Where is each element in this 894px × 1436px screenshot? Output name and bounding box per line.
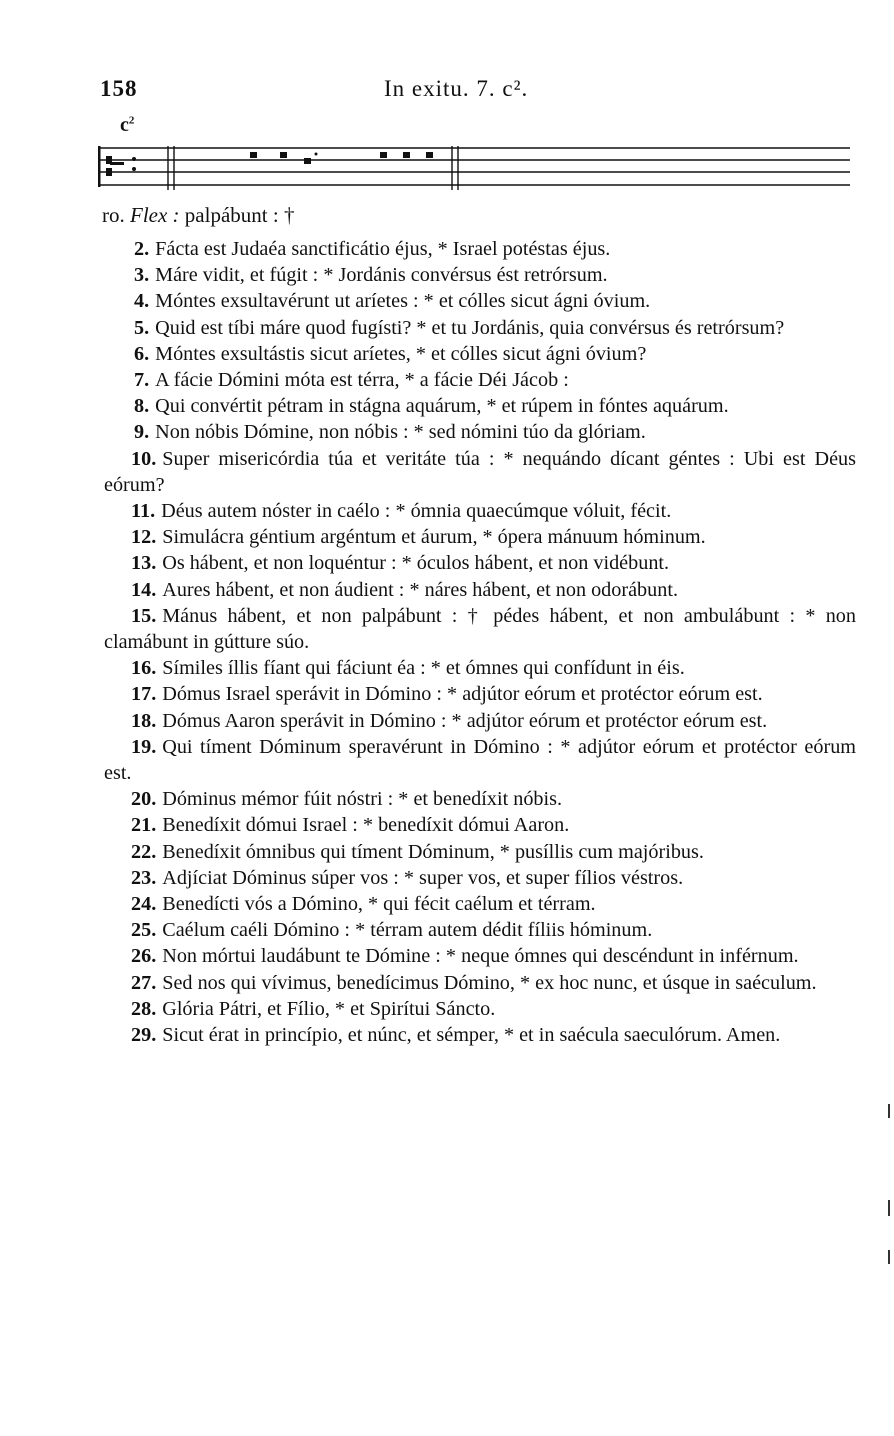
verse-number: 27.: [131, 971, 157, 994]
verse-text: Móntes exsultavérunt ut aríetes : * et cólles sicut ágni óvium.: [155, 290, 651, 313]
verse: [104, 367, 856, 393]
verse-text: Non nóbis Dómine, non nóbis : * sed nómini túo da glóriam.: [155, 421, 646, 444]
verse: [104, 891, 856, 917]
verse-text: Dómus Israel sperávit in Dómino : * adjútor eórum et protéctor eórum est.: [162, 683, 763, 706]
verse-number: 26.: [131, 945, 157, 968]
verse-text: Aures hábent, et non áudient : * náres hábent, et non odorábunt.: [162, 578, 678, 601]
verse-text: Fácta est Judaéa sanctificátio éjus, * Israel potéstas éjus.: [155, 238, 611, 260]
verse-number: 16.: [131, 657, 157, 680]
verse-number: 4.: [134, 290, 150, 313]
verse-number: 13.: [131, 552, 157, 575]
flex-prefix: ro.: [102, 203, 125, 227]
verse: [104, 917, 856, 943]
neume: [426, 152, 433, 158]
verse-number: 24.: [131, 893, 157, 916]
verse: [104, 524, 856, 550]
verse-number: 11.: [131, 500, 156, 523]
verse-text: Sicut érat in princípio, et núnc, et sémper, * et in saécula saeculórum. Amen.: [162, 1024, 781, 1047]
flex-label: Flex :: [130, 203, 180, 227]
verse-number: 7.: [134, 369, 150, 392]
verse-text: Déus autem nóster in caélo : * ómnia quaecúmque vóluit, fécit.: [161, 500, 672, 523]
verse-number: 6.: [134, 342, 150, 365]
verse-number: 14.: [131, 578, 157, 601]
chant-staff: [98, 140, 850, 198]
margin-mark: [888, 1250, 890, 1264]
clef-mark: [132, 167, 136, 171]
verse-text: Caélum caéli Dómino : * térram autem dédit fíliis hóminum.: [162, 919, 653, 942]
verse-text: Dóminus mémor fúit nóstri : * et benedíxit nóbis.: [162, 788, 563, 811]
verse: [104, 393, 856, 419]
verse-number: 5.: [134, 316, 150, 339]
verse-text: Mánus hábent, et non palpábunt : † pédes hábent, et non ambulábunt : * non clamábunt in gútture súo.: [104, 604, 856, 654]
verse: [104, 734, 856, 786]
page-number: 158: [100, 76, 138, 101]
verse-text: Os hábent, et non loquéntur : * óculos hábent, et non vidébunt.: [162, 552, 670, 575]
verse-text: Benedícti vós a Dómino, * qui fécit caélum et térram.: [162, 893, 596, 916]
verse-text: A fácie Dómini móta est térra, * a fácie Déi Jácob :: [155, 369, 569, 392]
verse: [104, 550, 856, 576]
neume: [380, 152, 387, 158]
verse-text: Quid est tíbi máre quod fugísti? * et tu Jordánis, quia convérsus és retrórsum?: [155, 316, 785, 339]
running-title: In exitu. 7. c².: [384, 76, 529, 101]
verse-number: 18.: [131, 709, 157, 732]
verse: [104, 446, 856, 498]
psalm-tone-letter: c: [120, 114, 129, 136]
verse: [104, 262, 856, 288]
verse-number: 2.: [134, 238, 150, 260]
psalm-verses: [104, 236, 856, 1048]
verse-text: Qui convértit pétram in stágna aquárum, * et rúpem in fóntes aquárum.: [155, 395, 729, 418]
running-header: [100, 76, 860, 106]
verse: [104, 839, 856, 865]
neume-dot: [315, 153, 318, 156]
verse-number: 8.: [134, 395, 150, 418]
verse-text: Qui tíment Dóminum speravérunt in Dómino : * adjútor eórum et protéctor eórum est.: [104, 735, 856, 785]
verse-number: 10.: [131, 447, 157, 470]
verse-number: 29.: [131, 1024, 157, 1047]
margin-mark: [888, 1200, 890, 1216]
verse: [104, 996, 856, 1022]
verse-text: Móntes exsultástis sicut aríetes, * et cólles sicut ágni óvium?: [155, 342, 647, 365]
verse-text: Benedíxit ómnibus qui tíment Dóminum, * pusíllis cum majóribus.: [162, 840, 704, 863]
neume: [280, 152, 287, 158]
verse-text: Sed nos qui vívimus, benedícimus Dómino, * ex hoc nunc, et úsque in saéculum.: [162, 971, 817, 994]
verse-text: Benedíxit dómui Israel : * benedíxit dómui Aaron.: [162, 814, 570, 837]
flex-line: [102, 203, 294, 228]
verse: [104, 236, 856, 262]
verse-text: Adjíciat Dóminus súper vos : * super vos, et super fílios véstros.: [162, 866, 684, 889]
verse-number: 20.: [131, 788, 157, 811]
clef-icon: [106, 156, 136, 176]
verse-number: 25.: [131, 919, 157, 942]
verse-number: 28.: [131, 997, 157, 1020]
neume: [403, 152, 410, 158]
verse-number: 12.: [131, 526, 157, 549]
verse: [104, 341, 856, 367]
clef-mark: [132, 157, 136, 161]
margin-mark: [888, 1104, 890, 1118]
verse: [104, 1022, 856, 1048]
verse: [104, 681, 856, 707]
verse: [104, 812, 856, 838]
verse: [104, 603, 856, 655]
psalm-tone-label: [120, 114, 134, 137]
verse-number: 21.: [131, 814, 157, 837]
verse-number: 23.: [131, 866, 157, 889]
verse-number: 17.: [131, 683, 157, 706]
verse-text: Glória Pátri, et Fílio, * et Spirítui Sáncto.: [162, 997, 496, 1020]
verse: [104, 943, 856, 969]
flex-text: palpábunt : †: [184, 203, 295, 227]
verse-text: Simulácra géntium argéntum et áurum, * ópera mánuum hóminum.: [162, 526, 706, 549]
clef-mark: [110, 162, 124, 165]
verse-number: 22.: [131, 840, 157, 863]
clef-mark: [106, 168, 112, 176]
margin-marks: [888, 1090, 894, 1290]
verse-text: Máre vidit, et fúgit : * Jordánis convérsus ést retrórsum.: [155, 264, 608, 287]
verse-number: 9.: [134, 421, 150, 444]
verse: [104, 419, 856, 445]
psalm-tone-number: 2: [128, 114, 135, 127]
verse: [104, 288, 856, 314]
verse: [104, 970, 856, 996]
verse-number: 19.: [131, 735, 157, 758]
verse-number: 3.: [134, 264, 150, 287]
neume: [250, 152, 257, 158]
verse-text: Non mórtui laudábunt te Dómine : * neque ómnes qui descéndunt in inférnum.: [162, 945, 799, 968]
verse: [104, 498, 856, 524]
verse-text: Super misericórdia túa et veritáte túa : * nequándo dícant géntes : Ubi est Déus eórum?: [104, 447, 856, 496]
verse: [104, 577, 856, 603]
verse: [104, 786, 856, 812]
verse-number: 15.: [131, 604, 157, 627]
verse: [104, 315, 856, 341]
verse: [104, 865, 856, 891]
verse-text: Dómus Aaron sperávit in Dómino : * adjútor eórum et protéctor eórum est.: [162, 709, 768, 732]
verse: [104, 708, 856, 734]
verse-text: Símiles íllis fíant qui fáciunt éa : * et ómnes qui confídunt in éis.: [162, 657, 685, 680]
neume: [304, 158, 311, 164]
verse: [104, 655, 856, 681]
